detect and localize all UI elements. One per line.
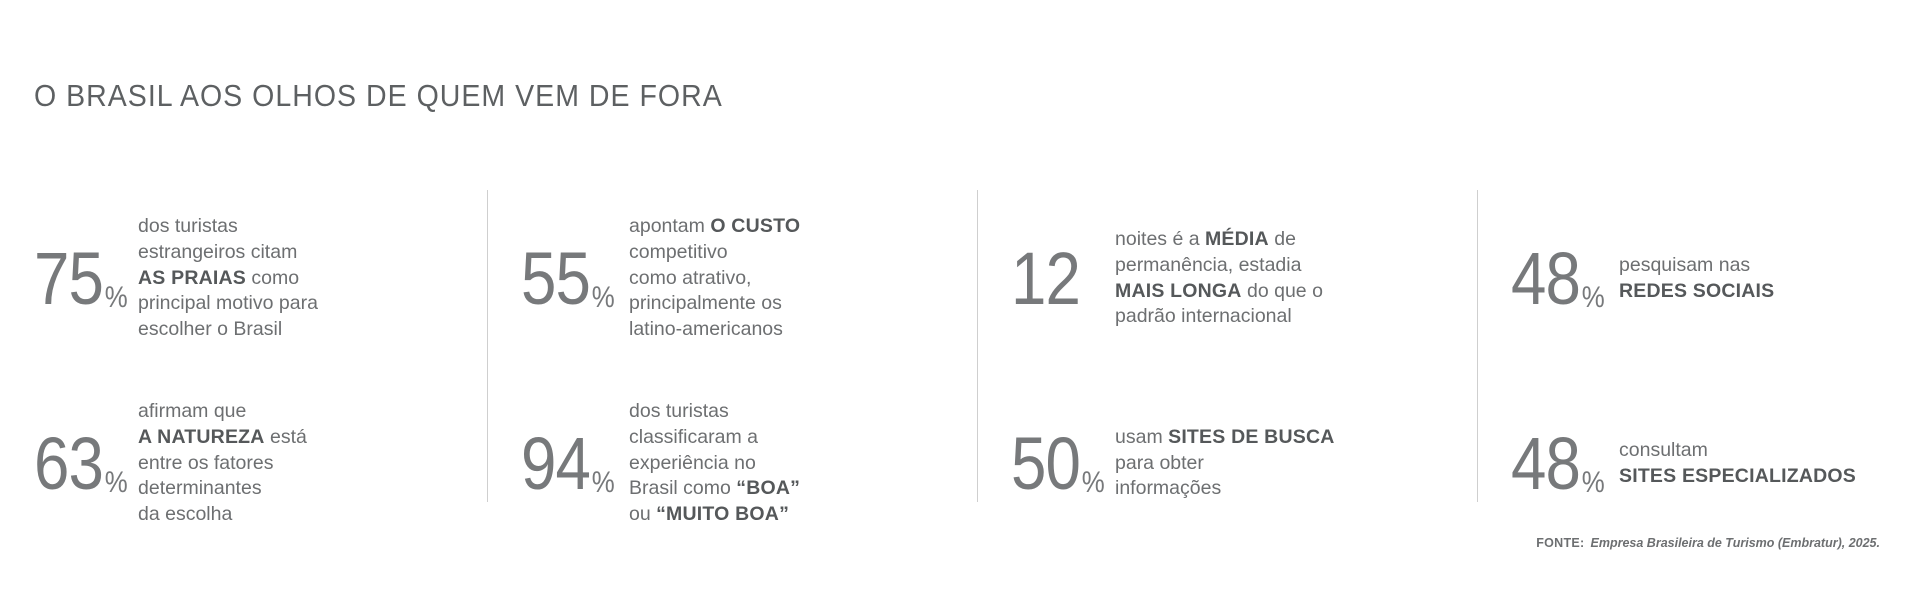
stat-highlight: AS PRAIAS [138,266,246,289]
stat-value: 94 % [521,421,615,505]
stat-highlight: “MUITO BOA” [656,503,790,526]
stat-value: 12 [1011,236,1081,320]
stat-highlight: “BOA” [736,477,801,500]
stats-grid [34,186,1886,556]
stat-value: 63 % [34,421,128,505]
stat-highlight: SITES ESPECIALIZADOS [1619,464,1856,487]
stat-value: 50 % [1011,421,1105,505]
stat-highlight: REDES SOCIAIS [1619,279,1775,302]
stat-card-media-noites [1011,186,1511,371]
stat-description: apontam O CUSTO competitivo como atrativo, principalmente os latino-americanos [629,215,801,341]
source-label: FONTE: [1536,536,1585,550]
stat-description: usam SITES DE BUSCA para obter informações [1115,425,1335,500]
stat-description: noites é a MÉDIA de permanência, estadia MAIS LONGA do que o padrão internacional [1115,228,1323,328]
stat-value: 48 % [1511,236,1605,320]
stat-highlight: MAIS LONGA [1115,279,1242,302]
stat-card-sites-especializados [1511,371,1886,556]
stat-value: 48 % [1511,421,1605,505]
stat-card-redes-sociais [1511,186,1886,371]
stat-value: 55 % [521,236,615,320]
stat-card-custo [521,186,1011,371]
stat-value: 75 % [34,236,128,320]
source-value: Empresa Brasileira de Turismo (Embratur), 2025. [1590,536,1880,550]
stat-highlight: MÉDIA [1204,228,1269,251]
page-title: O BRASIL AOS OLHOS DE QUEM VEM DE FORA [34,78,723,113]
stat-card-natureza [34,371,521,556]
stat-highlight: O CUSTO [710,215,801,238]
source-note [1536,536,1880,550]
stat-card-sites-busca [1011,371,1511,556]
stat-description: pesquisam nas REDES SOCIAIS [1619,253,1775,302]
stat-description: afirmam que A NATUREZA está entre os fatores determinantes da escolha [138,400,307,526]
stat-description: dos turistas estrangeiros citam AS PRAIAS como principal motivo para escolher o Brasil [138,215,318,341]
stat-description: consultam SITES ESPECIALIZADOS [1619,438,1856,487]
stat-card-praias [34,186,521,371]
stat-card-experiencia [521,371,1011,556]
stat-highlight: SITES DE BUSCA [1168,425,1335,448]
stat-description: dos turistas classificaram a experiência no Brasil como “BOA” ou “MUITO BOA” [629,400,801,526]
stat-highlight: A NATUREZA [138,425,265,448]
